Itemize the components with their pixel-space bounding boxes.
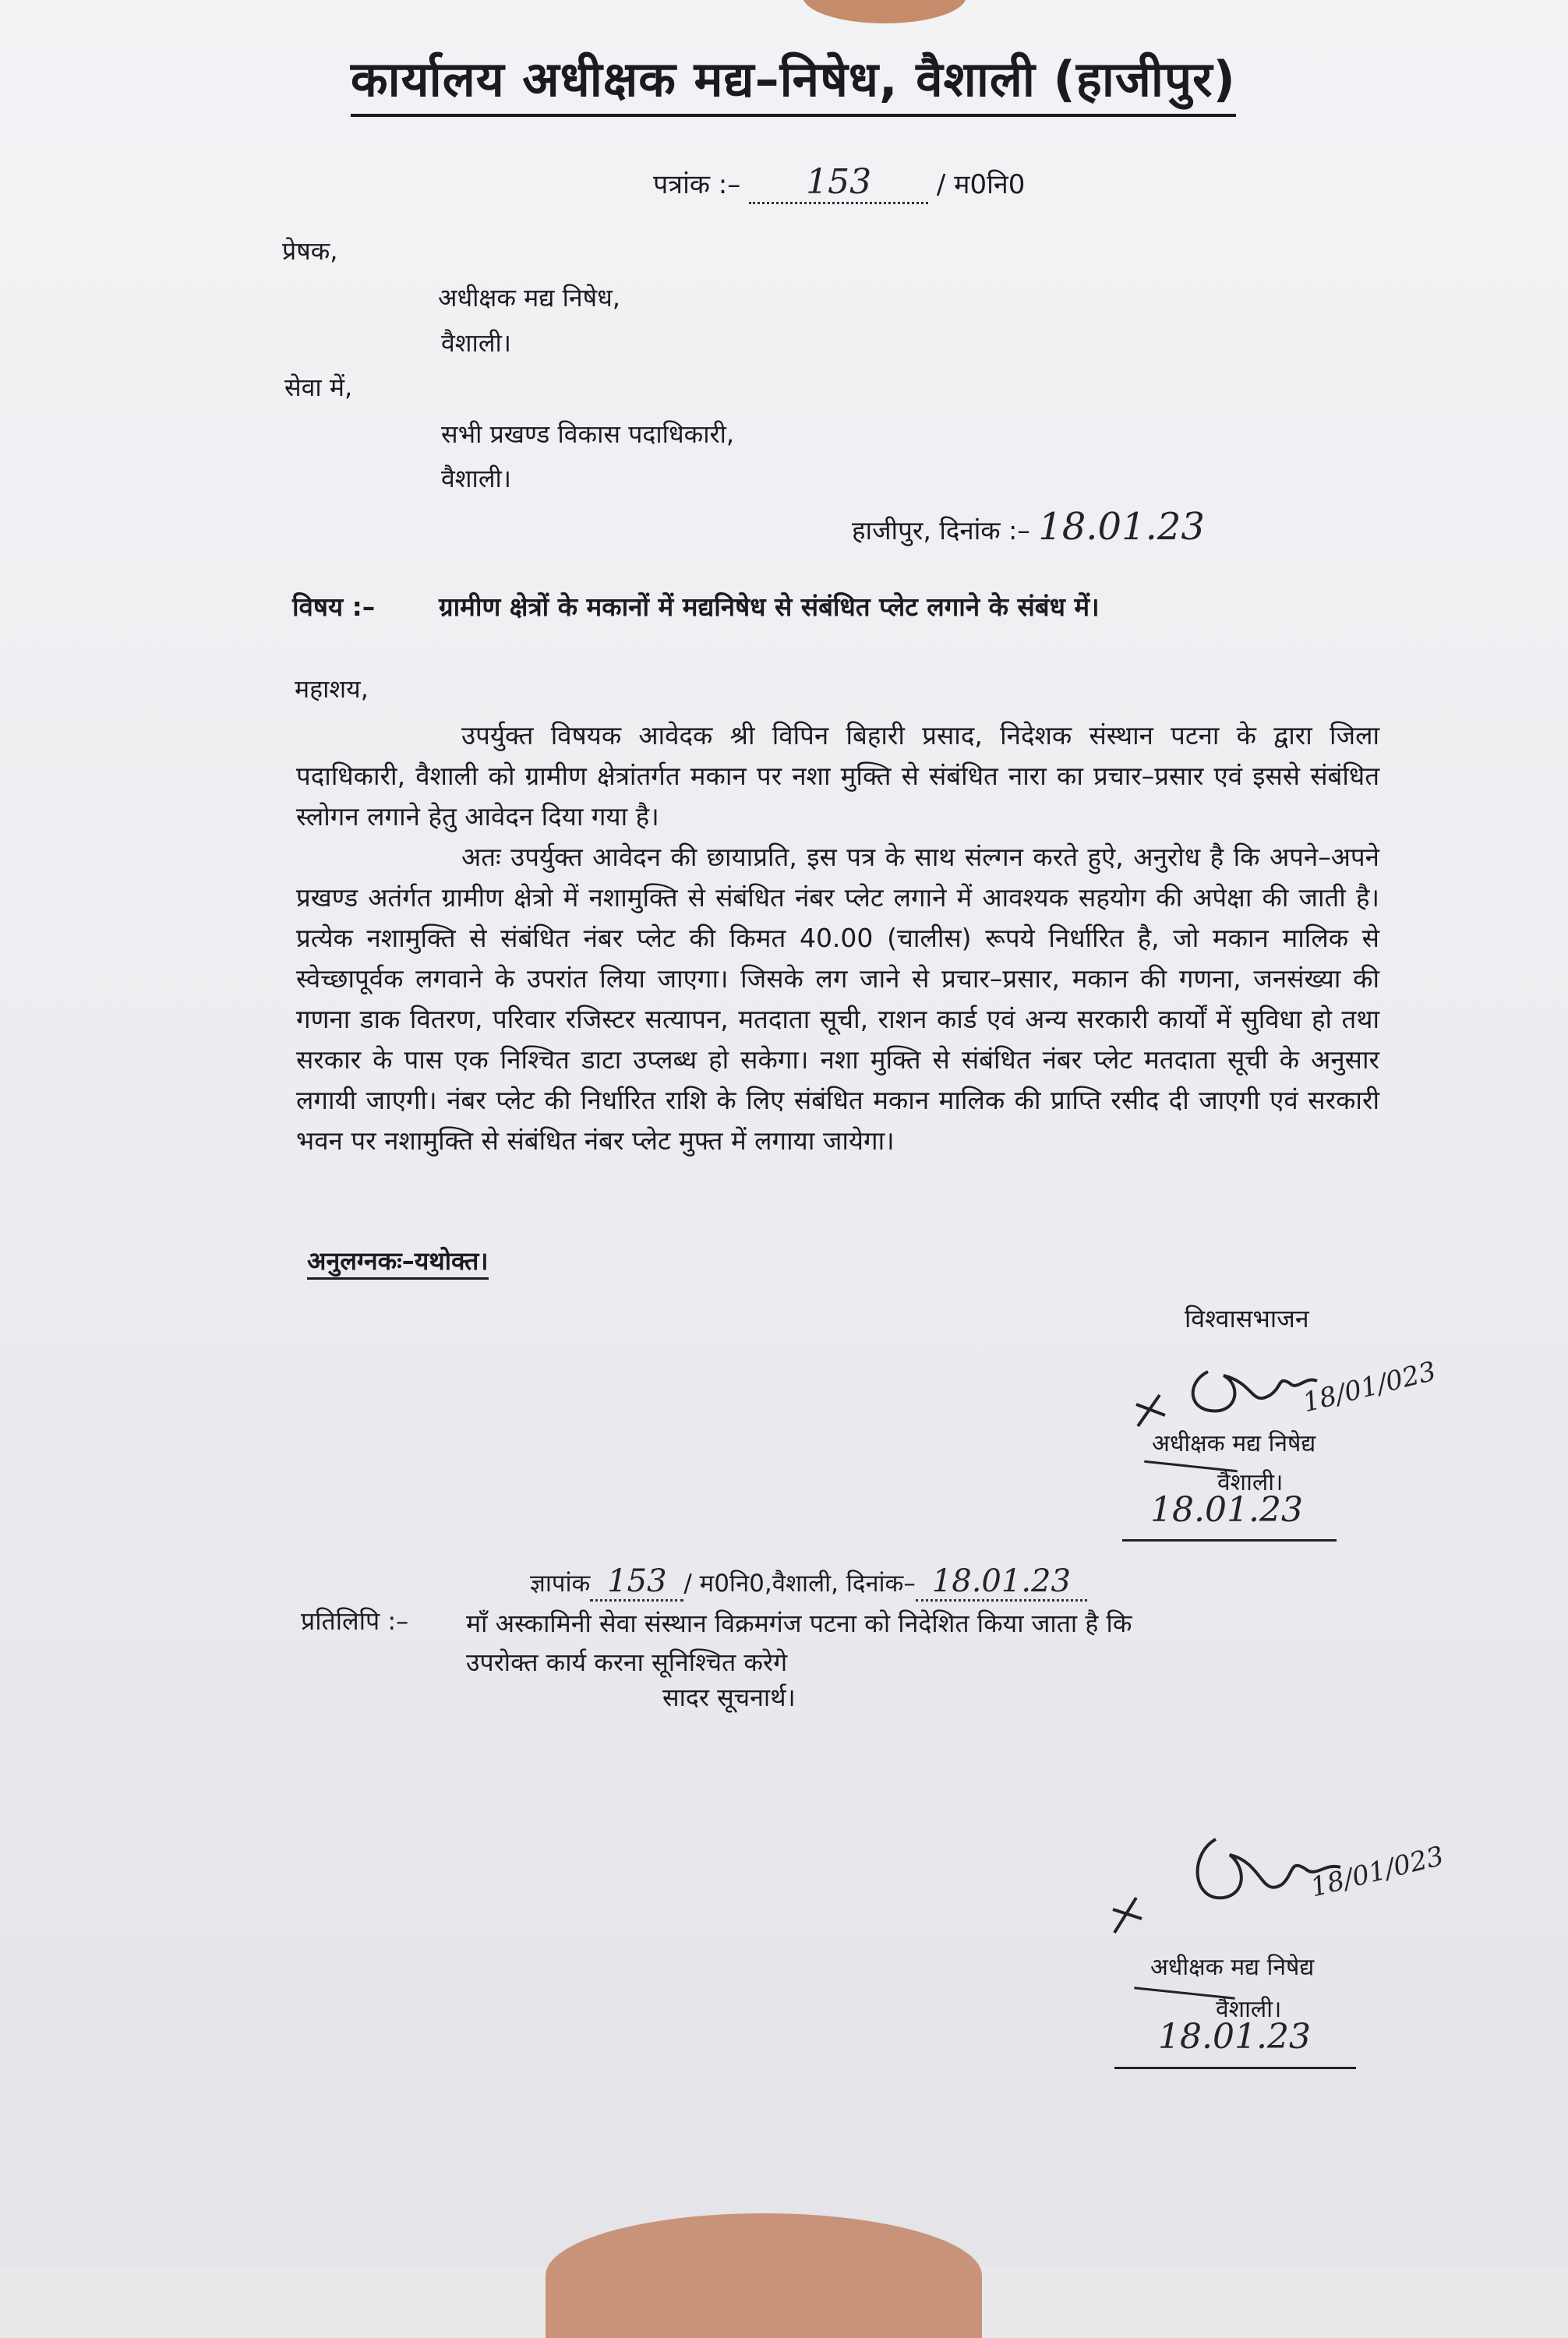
memo-middle: / म0नि0,वैशाली, दिनांक– — [683, 1570, 916, 1598]
letter-number-line — [653, 162, 1025, 204]
memo-number: 153 — [590, 1563, 683, 1602]
body-paragraph-1: उपर्युक्त विषयक आवेदक श्री विपिन बिहारी प्रसाद, निदेशक संस्थान पटना के द्वारा जिला पदाधिकारी, वैशाली को ग्रामीण क्षेत्रांतर्गत मकान पर नशा मुक्ति से संबंधित नारा का प्रचार–प्रसार एवं इससे संबंधित स्लोगन लगाने हेतु आवेदन दिया गया है। — [296, 720, 1379, 832]
copy-text — [466, 1604, 1132, 1682]
copy-label: प्रतिलिपि :– — [301, 1606, 409, 1636]
signature-2-designation: अधीक्षक मद्य निषेद्य — [1150, 1954, 1315, 1981]
recipient-label: सेवा में, — [284, 373, 353, 402]
copy-line-2: उपरोक्त कार्य करना सूनिश्चित करेगे — [466, 1648, 788, 1677]
attachment-note: अनुलग्नकः–यथोक्त। — [307, 1244, 489, 1280]
signature-2-date2: 18.01.23 — [1158, 2017, 1311, 2057]
signature-1-date2: 18.01.23 — [1150, 1490, 1303, 1530]
copy-line-1: माँ अस्कामिनी सेवा संस्थान विक्रमगंज पटना को निदेशित किया जाता है कि — [466, 1609, 1132, 1638]
signature-1-designation: अधीक्षक मद्य निषेद्य — [1152, 1430, 1316, 1457]
signature-2-date: 18/01/023 — [1307, 1840, 1447, 1904]
closing-text: विश्वासभाजन — [1185, 1304, 1309, 1333]
recipient-line2: वैशाली। — [441, 464, 511, 493]
signature-2-underline — [1114, 2067, 1356, 2069]
signature-1-underline — [1122, 1539, 1337, 1542]
signature-1-date: 18/01/023 — [1299, 1355, 1439, 1419]
letter-number-suffix: / म0नि0 — [936, 169, 1026, 200]
sender-line2: वैशाली। — [441, 328, 511, 358]
recipient-line1: सभी प्रखण्ड विकास पदाधिकारी, — [441, 419, 735, 449]
memo-date: 18.01.23 — [916, 1563, 1087, 1602]
subject-label: विषय :– — [292, 592, 376, 622]
body-paragraph-2: अतः उपर्युक्त आवेदन की छायाप्रति, इस पत्र के साथ संल्गन करते हुऐ, अनुरोध है कि अपने–अपने प्रखण्ड अतंर्गत ग्रामीण क्षेत्रो में नशामुक्ति से संबंधित नंबर प्लेट लगाने में आवश्यक सहयोग की अपेक्षा की जाती है। प्रत्येक नशामुक्ति से संबंधित नंबर प्लेट की किमत 40.00 (चालीस) रूपये निर्धारित है, जो मकान मालिक से स्वेच्छापूर्वक लगवाने के उपरांत लिया जाएगा। जिसके लग जाने से प्रचार–प्रसार, मकान की गणना, जनसंख्या की गणना डाक वितरण, परिवार रजिस्टर सत्यापन, मतदाता सूची, राशन कार्ड एवं अन्य सरकारी कार्यों में सुविधा हो तथा सरकार के पास एक निश्चित डाटा उप्लब्ध हो सकेगा। नशा मुक्ति से संबंधित नंबर प्लेट मतदाता सूची के अनुसार लगायी जाएगी। नंबर प्लेट की निर्धारित राशि के लिए संबंधित मकान मालिक की प्राप्ति रसीद दी जाएगी एवं सरकारी भवन पर नशामुक्ति से संबंधित नंबर प्लेट मुफ्त में लगाया जायेगा। — [296, 842, 1379, 1156]
finger-bottom — [546, 2213, 982, 2338]
signature-block-2 — [1107, 1824, 1447, 1941]
letter-number-value: 153 — [749, 162, 928, 204]
memo-label: ज्ञापांक — [530, 1570, 591, 1598]
sender-label: प्रेषक, — [282, 236, 338, 266]
salutation: महाशय, — [295, 674, 369, 704]
signature-2-place: वैशाली। — [1216, 1996, 1282, 2023]
date-value: 18.01.23 — [1038, 505, 1205, 549]
office-title: कार्यालय अधीक्षक मद्य–निषेध, वैशाली (हाजीपुर) — [351, 45, 1236, 117]
copy-closing: सादर सूचनार्थ। — [662, 1683, 796, 1712]
sender-line1: अधीक्षक मद्य निषेध, — [438, 283, 620, 313]
date-label: हाजीपुर, दिनांक :– — [852, 515, 1030, 546]
letter-number-label: पत्रांक :– — [653, 169, 741, 200]
subject-line — [292, 588, 1100, 623]
letter-body — [296, 715, 1379, 1161]
letter-date — [852, 505, 1205, 549]
subject-text: ग्रामीण क्षेत्रों के मकानों में मद्यनिषेध से संबंधित प्लेट लगाने के संबंध में। — [439, 592, 1100, 622]
memo-line — [530, 1563, 1087, 1602]
signature-1-place: वैशाली। — [1217, 1469, 1284, 1496]
